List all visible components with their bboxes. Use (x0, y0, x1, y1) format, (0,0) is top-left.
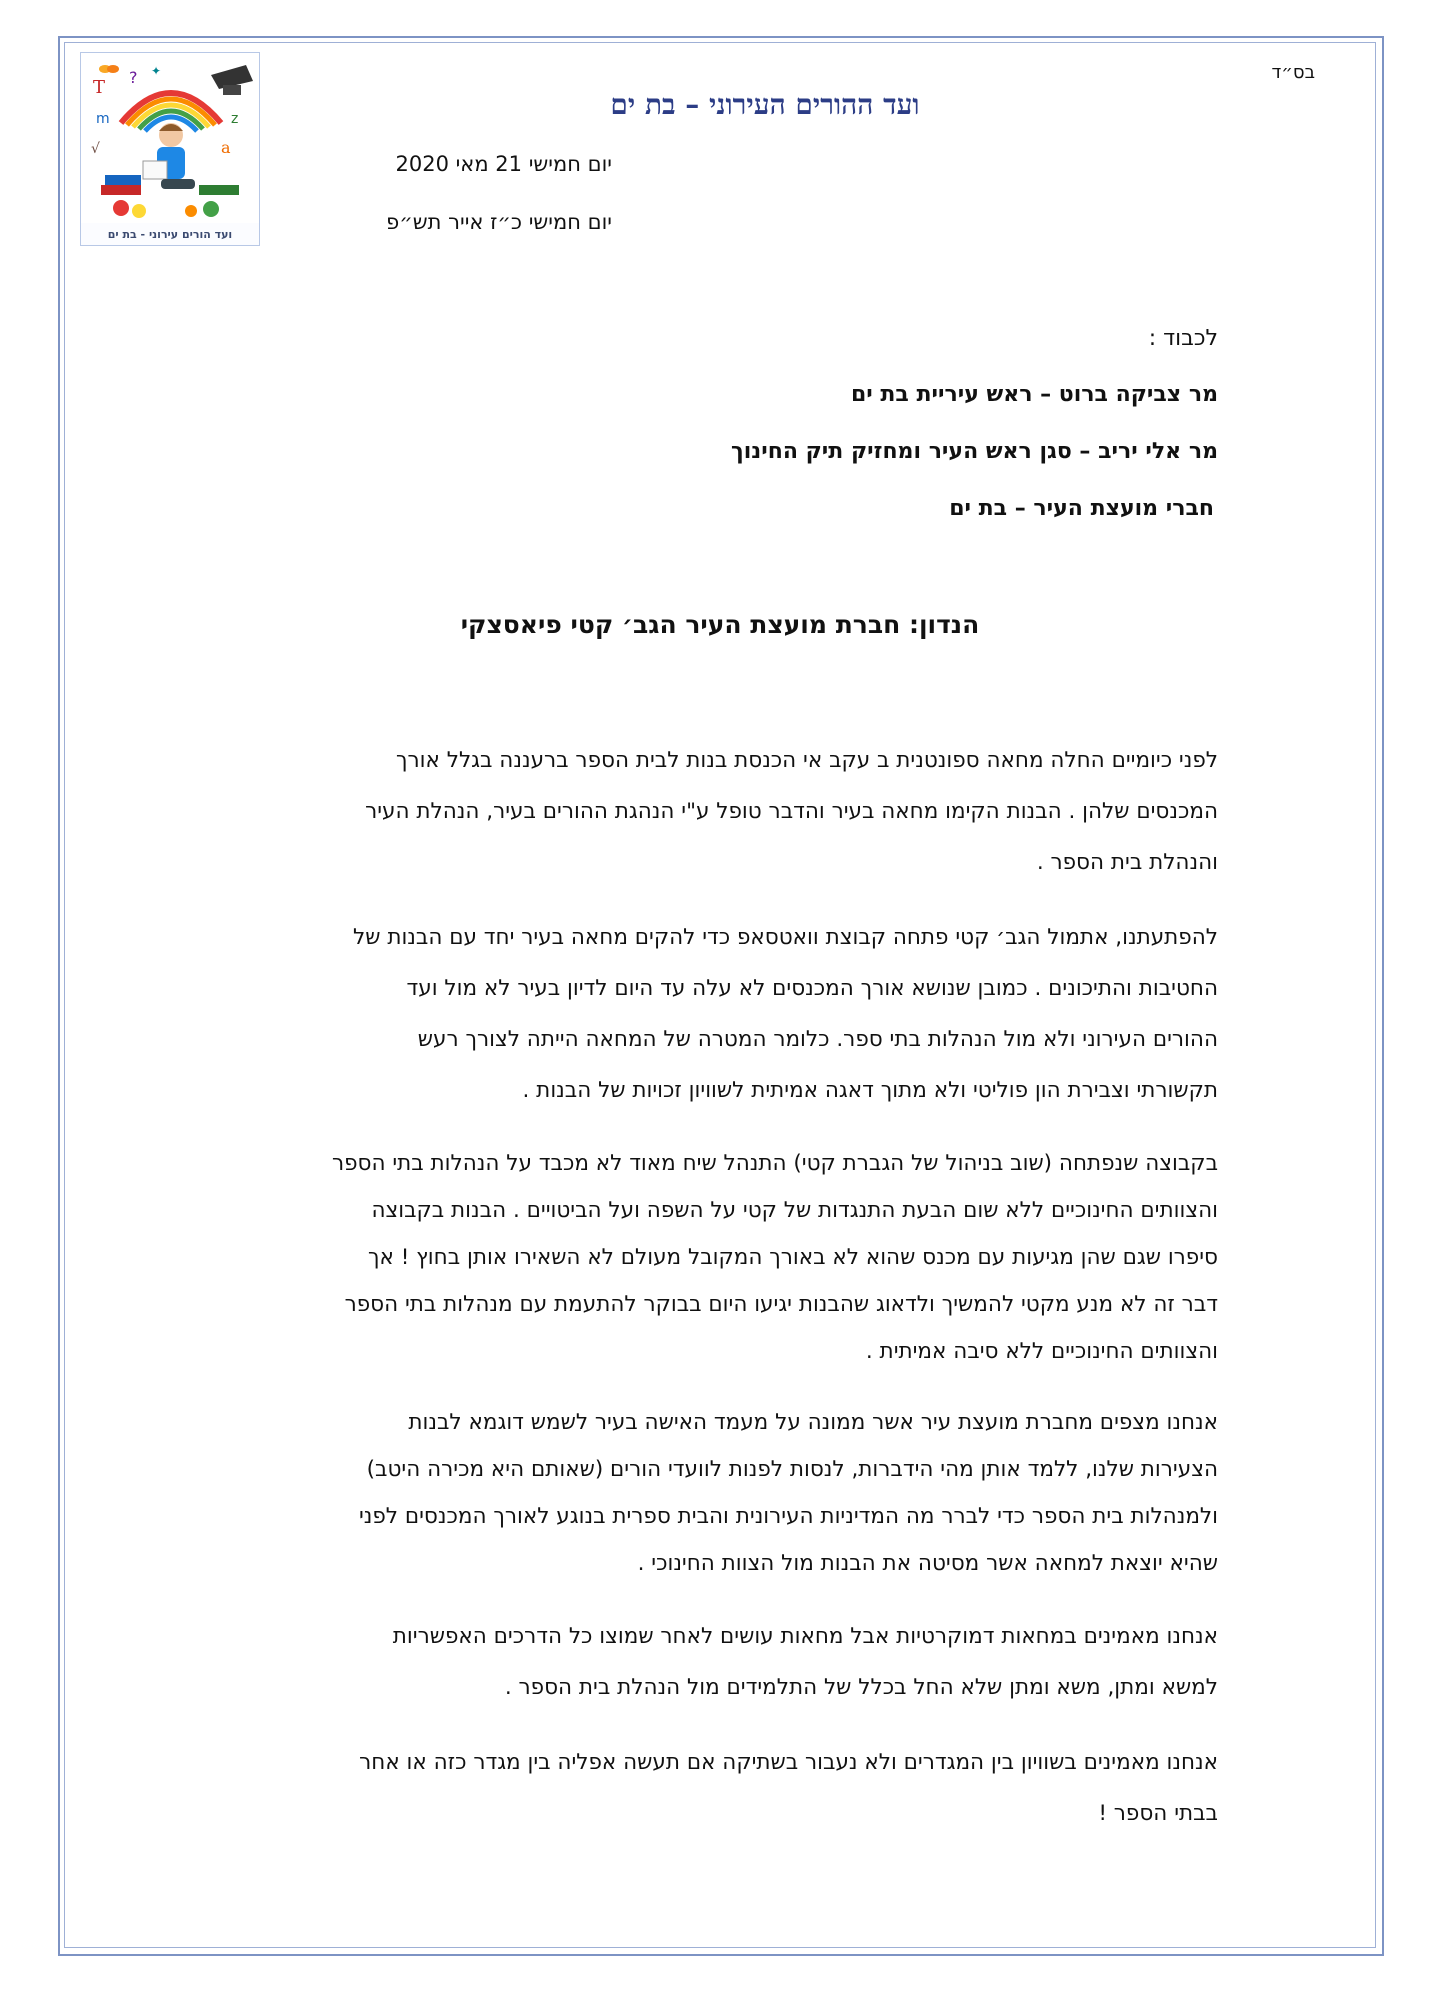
body-line: להפתעתנו, אתמול הגב׳ קטי פתחה קבוצת וואטסאפ כדי להקים מחאה בעיר יחד עם הבנות של (353, 925, 1218, 950)
letter-body (220, 735, 1218, 1863)
body-paragraph (220, 912, 1218, 1116)
date-gregorian: יום חמישי 21 מאי 2020 (395, 152, 612, 176)
addressee-council-members: חברי מועצת העיר – בת ים (949, 496, 1214, 521)
body-paragraph (220, 735, 1218, 888)
body-line: והצוותים החינוכיים ללא שום הבעת התנגדות של קטי על השפה ועל הביטויים . הבנות בקבוצה (371, 1198, 1218, 1223)
svg-text:?: ? (129, 68, 138, 87)
svg-text:T: T (93, 77, 106, 98)
body-line: שהיא יוצאת למחאה אשר מסיטה את הבנות מול הצוות החינוכי . (637, 1551, 1218, 1576)
body-paragraph (220, 1611, 1218, 1713)
letter-subject: הנדון: חברת מועצת העיר הגב׳ קטי פיאסצקי (460, 610, 980, 639)
body-line: והנהלת בית הספר . (1036, 850, 1218, 875)
body-line: ההורים העירוני ולא מול הנהלות בתי ספר. כלומר המטרה של המחאה הייתה לצורך רעש (417, 1027, 1218, 1052)
body-line: המכנסים שלהן . הבנות הקימו מחאה בעיר והדבר טופל ע"י הנהגת ההורים בעיר, הנהלת העיר (365, 799, 1218, 824)
body-line: הצעירות שלנו, ללמד אותן מהי הידברות, לנסות לפנות לוועדי הורים (שאותם היא מכירה היטב) (366, 1457, 1218, 1482)
parents-committee-logo (80, 52, 260, 246)
body-line: דבר זה לא מנע מקטי להמשיך ולדאוג שהבנות יגיעו היום בבוקר להתעמת עם מנהלות בתי הספר (344, 1292, 1218, 1317)
body-line: לפני כיומיים החלה מחאה ספונטנית ב עקב אי הכנסת בנות לבית הספר ברעננה בגלל אורך (396, 748, 1218, 773)
body-line: בבתי הספר ! (1098, 1801, 1218, 1826)
svg-text:a: a (221, 138, 231, 157)
svg-text:✦: ✦ (151, 64, 162, 78)
svg-text:√: √ (91, 141, 100, 157)
body-line: והצוותים החינוכיים ללא סיבה אמיתית . (865, 1339, 1218, 1364)
addressee-mayor: מר צביקה ברוט – ראש עיריית בת ים (850, 382, 1218, 407)
body-line: אנחנו מצפים מחברת מועצת עיר אשר ממונה על מעמד האישה בעיר לשמש דוגמא לבנות (408, 1410, 1218, 1435)
logo-illustration (81, 53, 259, 223)
date-hebrew: יום חמישי כ״ז אייר תש״פ (386, 210, 612, 234)
body-line: למשא ומתן, משא ומתן שלא החל בכלל של התלמידים מול הנהלת בית הספר . (504, 1675, 1218, 1700)
bsd-header: בס״ד (1271, 62, 1315, 83)
body-paragraph (220, 1737, 1218, 1839)
body-paragraph (220, 1399, 1218, 1587)
addressee-deputy-mayor: מר אלי יריב – סגן ראש העיר ומחזיק תיק החינוך (731, 439, 1218, 464)
greeting: לכבוד : (1148, 326, 1218, 351)
body-paragraph (220, 1140, 1218, 1375)
letterhead-title: ועד ההורים העירוני – בת ים (610, 88, 920, 121)
svg-text:z: z (231, 111, 239, 127)
body-line: ולמנהלות בית הספר כדי לברר מה המדיניות העירונית והבית ספרית בנוגע לאורך המכנסים לפני (358, 1504, 1218, 1529)
body-line: סיפרו שגם שהן מגיעות עם מכנס שהוא לא באורך המקובל מעולם לא השאירו אותן בחוץ ! אך (368, 1245, 1218, 1270)
svg-text:m: m (96, 111, 110, 127)
body-line: תקשורתי וצבירת הון פוליטי ולא מתוך דאגה אמיתית לשוויון זכויות של הבנות . (522, 1078, 1218, 1103)
body-line: אנחנו מאמינים בשוויון בין המגדרים ולא נעבור בשתיקה אם תעשה אפליה בין מגדר כזה או אחר (359, 1750, 1218, 1775)
body-line: החטיבות והתיכונים . כמובן שנושא אורך המכנסים לא עלה עד היום לדיון בעיר לא מול ועד (406, 976, 1218, 1001)
body-line: בקבוצה שנפתחה (שוב בניהול של הגברת קטי) התנהל שיח מאוד לא מכבד על הנהלות בתי הספר (331, 1151, 1218, 1176)
logo-caption: ועד הורים עירוני - בת ים (107, 228, 233, 241)
body-line: אנחנו מאמינים במחאות דמוקרטיות אבל מחאות עושים לאחר שמוצו כל הדרכים האפשריות (392, 1624, 1218, 1649)
